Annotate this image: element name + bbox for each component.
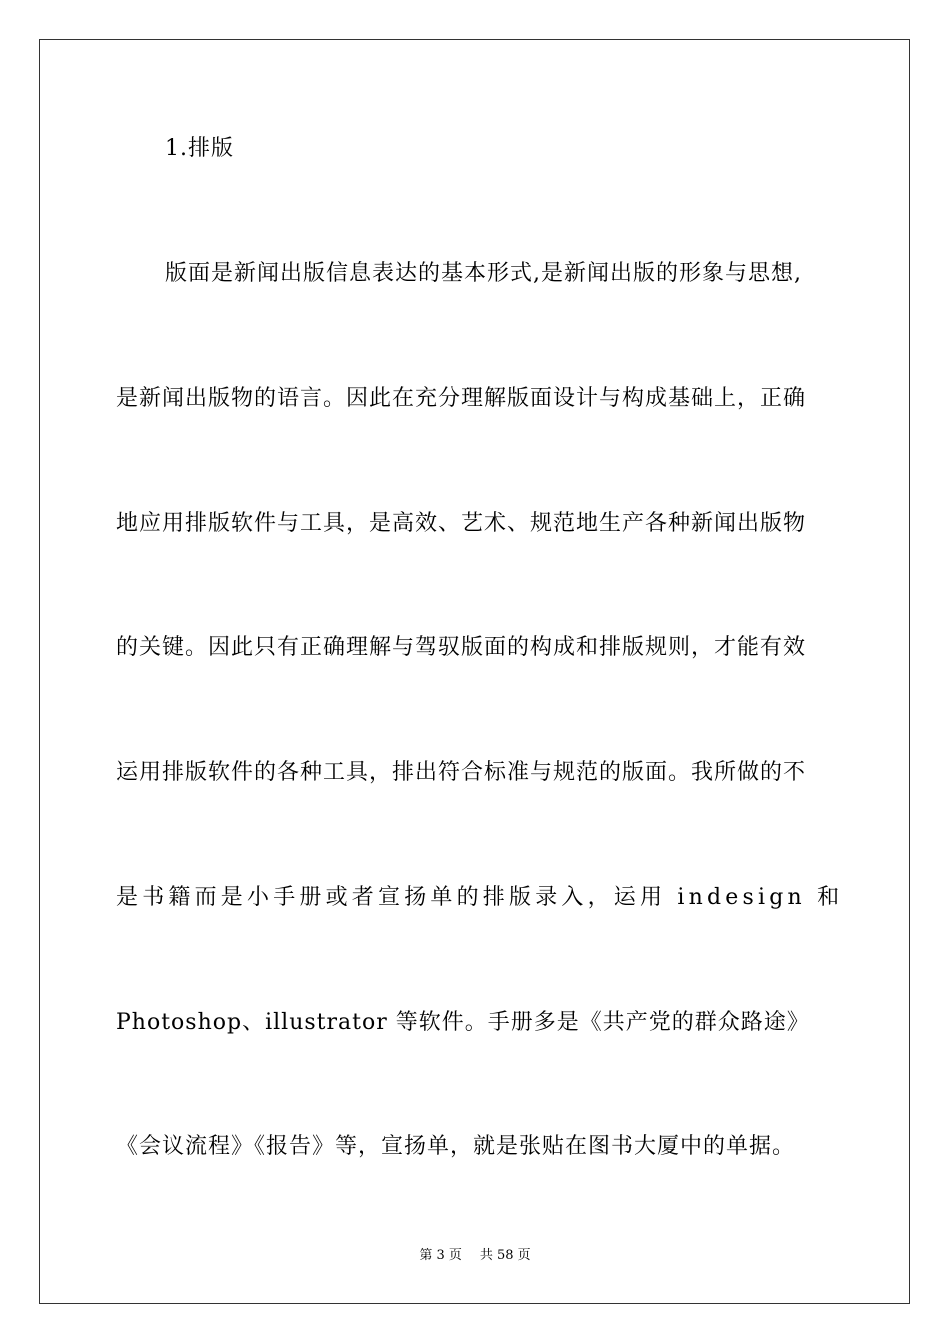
body-line-3: 地应用排版软件与工具，是高效、艺术、规范地生产各种新闻出版物: [116, 511, 807, 536]
section-heading: 1.排版: [165, 136, 234, 161]
body-line-5: 运用排版软件的各种工具，排出符合标准与规范的版面。我所做的不: [116, 760, 807, 785]
body-line-2: 是新闻出版物的语言。因此在充分理解版面设计与构成基础上，正确: [116, 386, 807, 411]
body-line-7: Photoshop、illustrator 等软件。手册多是《共产党的群众路途》: [116, 1010, 810, 1035]
body-line-1: 版面是新闻出版信息表达的基本形式,是新闻出版的形象与思想,: [165, 261, 802, 286]
body-line-8: 《会议流程》《报告》等，宣扬单，就是张贴在图书大厦中的单据。: [116, 1134, 796, 1159]
body-line-4: 的关键。因此只有正确理解与驾驭版面的构成和排版规则，才能有效: [116, 635, 807, 660]
page-number: 第 3 页: [419, 1248, 462, 1263]
body-line-6: 是书籍而是小手册或者宣扬单的排版录入，运用 indesign 和: [116, 885, 844, 910]
page-border: [39, 39, 910, 1304]
page-total: 共 58 页: [479, 1248, 531, 1263]
page-footer: [0, 1247, 950, 1265]
